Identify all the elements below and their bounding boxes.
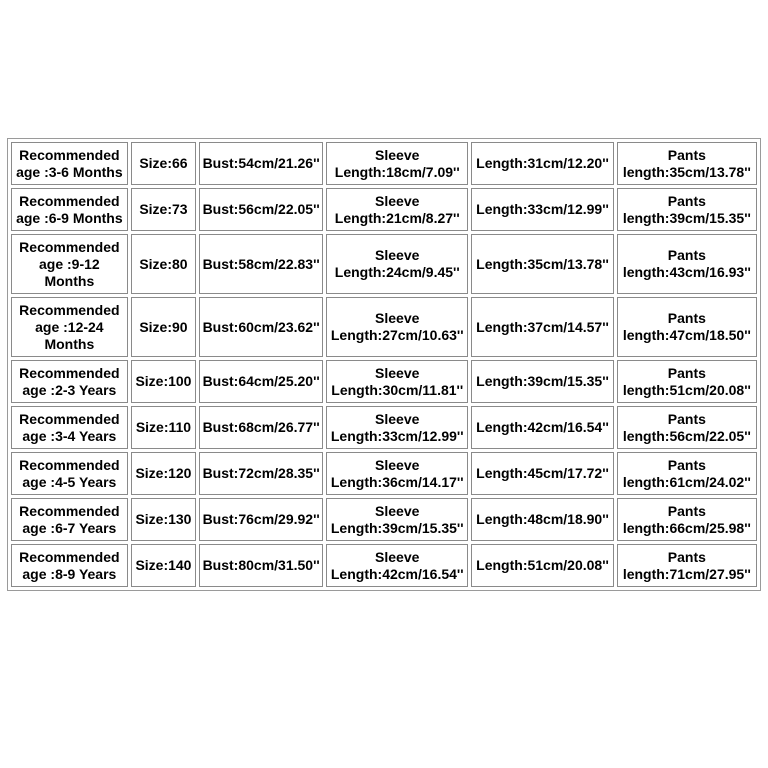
size-cell: Size:120 xyxy=(131,452,197,495)
length-cell: Length:35cm/13.78'' xyxy=(471,234,613,294)
sleeve-cell: Sleeve Length:30cm/11.81'' xyxy=(326,360,468,403)
sleeve-cell: Sleeve Length:27cm/10.63'' xyxy=(326,297,468,357)
age-cell: Recommended age :3-4 Years xyxy=(11,406,128,449)
table-row xyxy=(11,498,757,541)
size-cell: Size:140 xyxy=(131,544,197,587)
table-row xyxy=(11,452,757,495)
length-cell: Length:45cm/17.72'' xyxy=(471,452,613,495)
pants-cell: Pants length:51cm/20.08'' xyxy=(617,360,757,403)
table-row xyxy=(11,188,757,231)
size-cell: Size:130 xyxy=(131,498,197,541)
age-cell: Recommended age :6-7 Years xyxy=(11,498,128,541)
bust-cell: Bust:58cm/22.83'' xyxy=(199,234,323,294)
pants-cell: Pants length:39cm/15.35'' xyxy=(617,188,757,231)
sleeve-cell: Sleeve Length:24cm/9.45'' xyxy=(326,234,468,294)
table-row xyxy=(11,406,757,449)
age-cell: Recommended age :2-3 Years xyxy=(11,360,128,403)
bust-cell: Bust:68cm/26.77'' xyxy=(199,406,323,449)
table-row xyxy=(11,360,757,403)
pants-cell: Pants length:47cm/18.50'' xyxy=(617,297,757,357)
size-cell: Size:66 xyxy=(131,142,197,185)
bust-cell: Bust:64cm/25.20'' xyxy=(199,360,323,403)
age-cell: Recommended age :3-6 Months xyxy=(11,142,128,185)
pants-cell: Pants length:61cm/24.02'' xyxy=(617,452,757,495)
length-cell: Length:39cm/15.35'' xyxy=(471,360,613,403)
age-cell: Recommended age :8-9 Years xyxy=(11,544,128,587)
length-cell: Length:51cm/20.08'' xyxy=(471,544,613,587)
sleeve-cell: Sleeve Length:33cm/12.99'' xyxy=(326,406,468,449)
age-cell: Recommended age :4-5 Years xyxy=(11,452,128,495)
bust-cell: Bust:80cm/31.50'' xyxy=(199,544,323,587)
pants-cell: Pants length:71cm/27.95'' xyxy=(617,544,757,587)
bust-cell: Bust:72cm/28.35'' xyxy=(199,452,323,495)
size-cell: Size:100 xyxy=(131,360,197,403)
table-row xyxy=(11,234,757,294)
sleeve-cell: Sleeve Length:21cm/8.27'' xyxy=(326,188,468,231)
table-row xyxy=(11,297,757,357)
size-chart-table xyxy=(7,138,761,591)
bust-cell: Bust:60cm/23.62'' xyxy=(199,297,323,357)
size-cell: Size:73 xyxy=(131,188,197,231)
bust-cell: Bust:54cm/21.26'' xyxy=(199,142,323,185)
age-cell: Recommended age :9-12 Months xyxy=(11,234,128,294)
length-cell: Length:48cm/18.90'' xyxy=(471,498,613,541)
table-row xyxy=(11,544,757,587)
age-cell: Recommended age :6-9 Months xyxy=(11,188,128,231)
sleeve-cell: Sleeve Length:18cm/7.09'' xyxy=(326,142,468,185)
pants-cell: Pants length:43cm/16.93'' xyxy=(617,234,757,294)
length-cell: Length:42cm/16.54'' xyxy=(471,406,613,449)
bust-cell: Bust:76cm/29.92'' xyxy=(199,498,323,541)
size-cell: Size:90 xyxy=(131,297,197,357)
length-cell: Length:31cm/12.20'' xyxy=(471,142,613,185)
sleeve-cell: Sleeve Length:39cm/15.35'' xyxy=(326,498,468,541)
pants-cell: Pants length:35cm/13.78'' xyxy=(617,142,757,185)
length-cell: Length:33cm/12.99'' xyxy=(471,188,613,231)
length-cell: Length:37cm/14.57'' xyxy=(471,297,613,357)
sleeve-cell: Sleeve Length:36cm/14.17'' xyxy=(326,452,468,495)
pants-cell: Pants length:56cm/22.05'' xyxy=(617,406,757,449)
size-cell: Size:110 xyxy=(131,406,197,449)
size-cell: Size:80 xyxy=(131,234,197,294)
age-cell: Recommended age :12-24 Months xyxy=(11,297,128,357)
bust-cell: Bust:56cm/22.05'' xyxy=(199,188,323,231)
pants-cell: Pants length:66cm/25.98'' xyxy=(617,498,757,541)
sleeve-cell: Sleeve Length:42cm/16.54'' xyxy=(326,544,468,587)
table-row xyxy=(11,142,757,185)
